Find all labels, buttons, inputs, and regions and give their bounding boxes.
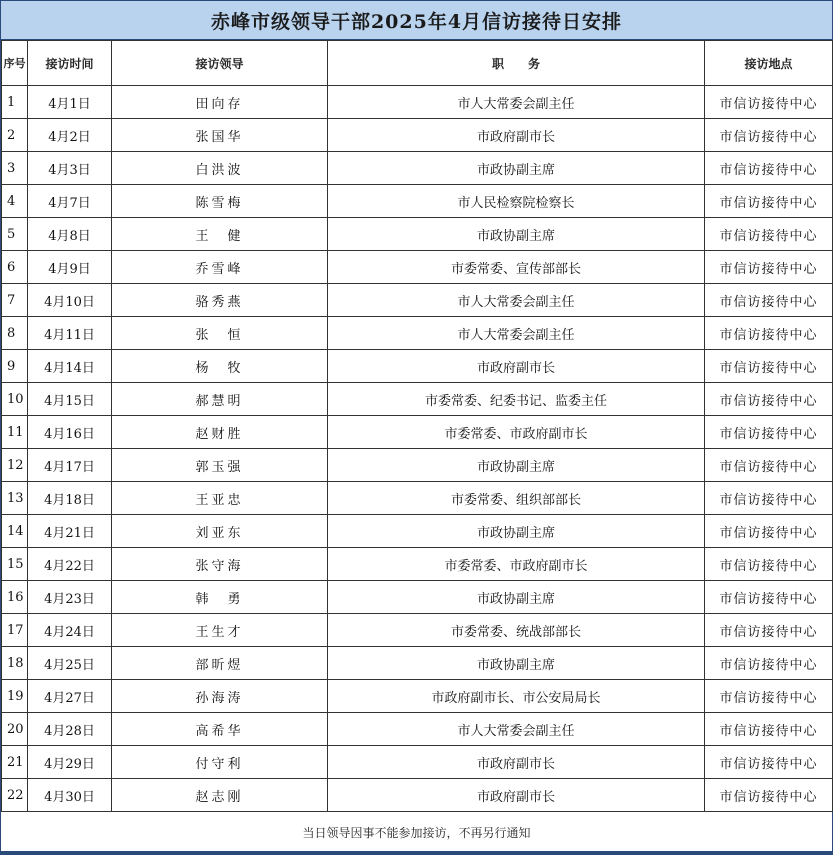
row-seq-cell: 19	[2, 680, 28, 713]
table-row	[2, 317, 833, 350]
table-row	[2, 713, 833, 746]
row-seq-cell: 10	[2, 383, 28, 416]
row-date-cell: 4月23日	[28, 581, 112, 614]
row-leader-cell: 赵财胜	[112, 416, 328, 449]
row-location-cell: 市信访接待中心	[705, 86, 833, 119]
row-leader-cell: 张守海	[112, 548, 328, 581]
row-location-cell: 市信访接待中心	[705, 515, 833, 548]
row-seq-cell: 20	[2, 713, 28, 746]
row-position-cell: 市政协副主席	[328, 647, 705, 680]
table-row	[2, 614, 833, 647]
column-header-location: 接访地点	[705, 41, 833, 86]
column-header-seq: 序号	[2, 41, 28, 86]
row-leader-cell: 高希华	[112, 713, 328, 746]
row-position-cell: 市委常委、纪委书记、监委主任	[328, 383, 705, 416]
row-position-cell: 市人大常委会副主任	[328, 86, 705, 119]
table-header-row	[2, 41, 833, 86]
table-row	[2, 779, 833, 812]
row-leader-cell: 田向存	[112, 86, 328, 119]
table-row	[2, 515, 833, 548]
row-seq-cell: 17	[2, 614, 28, 647]
row-date-cell: 4月18日	[28, 482, 112, 515]
row-seq-cell: 16	[2, 581, 28, 614]
row-seq-cell: 2	[2, 119, 28, 152]
row-position-cell: 市政府副市长	[328, 779, 705, 812]
row-date-cell: 4月15日	[28, 383, 112, 416]
row-position-cell: 市政协副主席	[328, 218, 705, 251]
row-date-cell: 4月27日	[28, 680, 112, 713]
row-position-cell: 市政府副市长	[328, 350, 705, 383]
row-location-cell: 市信访接待中心	[705, 416, 833, 449]
row-leader-cell: 刘亚东	[112, 515, 328, 548]
row-position-cell: 市委常委、组织部部长	[328, 482, 705, 515]
row-date-cell: 4月2日	[28, 119, 112, 152]
row-location-cell: 市信访接待中心	[705, 152, 833, 185]
row-seq-cell: 5	[2, 218, 28, 251]
row-location-cell: 市信访接待中心	[705, 713, 833, 746]
row-seq-cell: 15	[2, 548, 28, 581]
row-leader-cell: 郝慧明	[112, 383, 328, 416]
row-date-cell: 4月11日	[28, 317, 112, 350]
row-leader-cell: 白洪波	[112, 152, 328, 185]
row-position-cell: 市政协副主席	[328, 515, 705, 548]
row-location-cell: 市信访接待中心	[705, 317, 833, 350]
row-seq-cell: 14	[2, 515, 28, 548]
row-location-cell: 市信访接待中心	[705, 779, 833, 812]
row-leader-cell: 郭玉强	[112, 449, 328, 482]
row-leader-cell: 陈雪梅	[112, 185, 328, 218]
row-position-cell: 市政府副市长	[328, 746, 705, 779]
footer-note: 当日领导因事不能参加接访，不再另行通知	[302, 825, 531, 840]
row-leader-cell: 杨 牧	[112, 350, 328, 383]
row-position-cell: 市人大常委会副主任	[328, 317, 705, 350]
table-body	[2, 86, 833, 812]
table-row	[2, 482, 833, 515]
row-date-cell: 4月1日	[28, 86, 112, 119]
bottom-border-strip	[1, 851, 832, 854]
table-row	[2, 284, 833, 317]
row-location-cell: 市信访接待中心	[705, 218, 833, 251]
row-leader-cell: 王亚忠	[112, 482, 328, 515]
row-position-cell: 市政协副主席	[328, 449, 705, 482]
row-date-cell: 4月9日	[28, 251, 112, 284]
row-date-cell: 4月25日	[28, 647, 112, 680]
row-date-cell: 4月29日	[28, 746, 112, 779]
row-position-cell: 市委常委、宣传部部长	[328, 251, 705, 284]
row-seq-cell: 8	[2, 317, 28, 350]
table-row	[2, 746, 833, 779]
row-date-cell: 4月24日	[28, 614, 112, 647]
row-seq-cell: 9	[2, 350, 28, 383]
table-row	[2, 152, 833, 185]
row-seq-cell: 6	[2, 251, 28, 284]
row-seq-cell: 4	[2, 185, 28, 218]
row-leader-cell: 张国华	[112, 119, 328, 152]
row-date-cell: 4月17日	[28, 449, 112, 482]
row-date-cell: 4月30日	[28, 779, 112, 812]
row-seq-cell: 1	[2, 86, 28, 119]
row-seq-cell: 11	[2, 416, 28, 449]
title-bar	[1, 1, 832, 40]
table-row	[2, 185, 833, 218]
table-row	[2, 680, 833, 713]
row-date-cell: 4月14日	[28, 350, 112, 383]
row-date-cell: 4月8日	[28, 218, 112, 251]
row-leader-cell: 付守利	[112, 746, 328, 779]
row-seq-cell: 18	[2, 647, 28, 680]
row-leader-cell: 张 恒	[112, 317, 328, 350]
row-leader-cell: 骆秀燕	[112, 284, 328, 317]
row-leader-cell: 王 健	[112, 218, 328, 251]
row-date-cell: 4月3日	[28, 152, 112, 185]
row-location-cell: 市信访接待中心	[705, 449, 833, 482]
row-leader-cell: 部昕煜	[112, 647, 328, 680]
row-leader-cell: 赵志刚	[112, 779, 328, 812]
row-position-cell: 市政协副主席	[328, 581, 705, 614]
row-position-cell: 市政府副市长	[328, 119, 705, 152]
row-location-cell: 市信访接待中心	[705, 185, 833, 218]
table-row	[2, 647, 833, 680]
row-position-cell: 市政府副市长、市公安局局长	[328, 680, 705, 713]
row-seq-cell: 12	[2, 449, 28, 482]
table-row	[2, 86, 833, 119]
table-row	[2, 449, 833, 482]
row-position-cell: 市人大常委会副主任	[328, 713, 705, 746]
row-location-cell: 市信访接待中心	[705, 614, 833, 647]
column-header-time: 接访时间	[28, 41, 112, 86]
row-leader-cell: 王生才	[112, 614, 328, 647]
row-seq-cell: 13	[2, 482, 28, 515]
row-location-cell: 市信访接待中心	[705, 680, 833, 713]
row-position-cell: 市人大常委会副主任	[328, 284, 705, 317]
schedule-table	[1, 40, 833, 812]
table-row	[2, 119, 833, 152]
row-date-cell: 4月28日	[28, 713, 112, 746]
row-position-cell: 市委常委、市政府副市长	[328, 548, 705, 581]
column-header-position: 职 务	[328, 41, 705, 86]
table-row	[2, 218, 833, 251]
row-location-cell: 市信访接待中心	[705, 548, 833, 581]
table-row	[2, 548, 833, 581]
row-leader-cell: 乔雪峰	[112, 251, 328, 284]
table-row	[2, 350, 833, 383]
row-seq-cell: 7	[2, 284, 28, 317]
row-date-cell: 4月16日	[28, 416, 112, 449]
table-row	[2, 383, 833, 416]
row-location-cell: 市信访接待中心	[705, 284, 833, 317]
table-row	[2, 581, 833, 614]
row-date-cell: 4月22日	[28, 548, 112, 581]
row-position-cell: 市委常委、市政府副市长	[328, 416, 705, 449]
row-date-cell: 4月10日	[28, 284, 112, 317]
row-location-cell: 市信访接待中心	[705, 383, 833, 416]
row-location-cell: 市信访接待中心	[705, 119, 833, 152]
row-leader-cell: 孙海涛	[112, 680, 328, 713]
row-location-cell: 市信访接待中心	[705, 350, 833, 383]
row-leader-cell: 韩 勇	[112, 581, 328, 614]
row-location-cell: 市信访接待中心	[705, 581, 833, 614]
row-position-cell: 市委常委、统战部部长	[328, 614, 705, 647]
row-date-cell: 4月21日	[28, 515, 112, 548]
row-position-cell: 市人民检察院检察长	[328, 185, 705, 218]
row-position-cell: 市政协副主席	[328, 152, 705, 185]
row-location-cell: 市信访接待中心	[705, 647, 833, 680]
page-title: 赤峰市级领导干部2025年4月信访接待日安排	[210, 10, 623, 33]
table-row	[2, 251, 833, 284]
row-location-cell: 市信访接待中心	[705, 482, 833, 515]
row-seq-cell: 21	[2, 746, 28, 779]
row-seq-cell: 3	[2, 152, 28, 185]
row-date-cell: 4月7日	[28, 185, 112, 218]
column-header-leader: 接访领导	[112, 41, 328, 86]
table-row	[2, 416, 833, 449]
row-seq-cell: 22	[2, 779, 28, 812]
row-location-cell: 市信访接待中心	[705, 746, 833, 779]
row-location-cell: 市信访接待中心	[705, 251, 833, 284]
